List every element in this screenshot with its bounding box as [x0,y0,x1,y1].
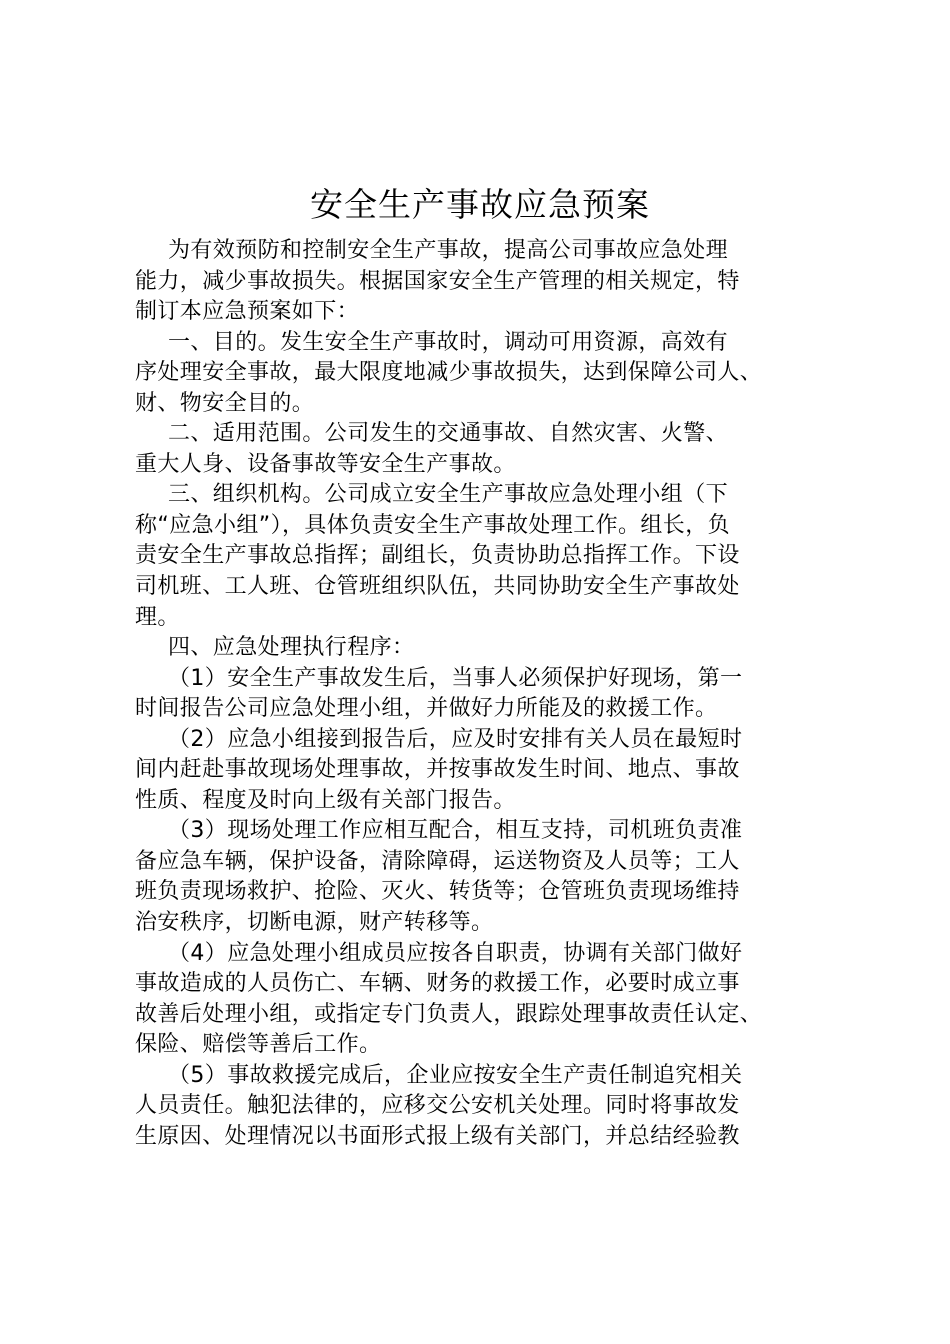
body-line: 重大人身、设备事故等安全生产事故。 [135,451,516,477]
body-line: 制订本应急预案如下： [135,299,360,325]
body-line: 备应急车辆，保护设备，清除障碍，运送物资及人员等；工人 [135,848,740,874]
body-line: 事故造成的人员伤亡、车辆、财务的救援工作，必要时成立事 [135,971,740,997]
document-title: 安全生产事故应急预案 [310,185,650,224]
body-line: 理。 [135,604,180,630]
body-line: 间内赶赴事故现场处理事故，并按事故发生时间、地点、事故 [135,757,740,783]
body-line: 司机班、工人班、仓管班组织队伍，共同协助安全生产事故处 [135,574,740,600]
body-line: 能力，减少事故损失。根据国家安全生产管理的相关规定，特 [135,268,740,294]
body-line: （2）应急小组接到报告后，应及时安排有关人员在最短时 [168,726,743,752]
body-line: 一、目的。发生安全生产事故时，调动可用资源，高效有 [168,329,729,355]
body-line: 称“应急小组”），具体负责安全生产事故处理工作。组长，负 [135,512,730,538]
body-line: 责安全生产事故总指挥；副组长，负责协助总指挥工作。下设 [135,543,740,569]
document-body [135,236,835,1152]
body-line: （4）应急处理小组成员应按各自职责，协调有关部门做好 [168,940,743,966]
body-line: 故善后处理小组，或指定专门负责人，跟踪处理事故责任认定、 [135,1001,763,1027]
body-line: 治安秩序，切断电源，财产转移等。 [135,910,494,936]
body-line: 财、物安全目的。 [135,390,315,416]
body-line: （3）现场处理工作应相互配合，相互支持，司机班负责准 [168,818,743,844]
body-line: （5）事故救援完成后，企业应按安全生产责任制追究相关 [168,1062,743,1088]
body-line: 三、组织机构。公司成立安全生产事故应急处理小组（下 [168,482,729,508]
body-line: 班负责现场救护、抢险、灭火、转货等；仓管班负责现场维持 [135,879,740,905]
body-line: 保险、赔偿等善后工作。 [135,1032,382,1058]
body-line: 人员责任。触犯法律的，应移交公安机关处理。同时将事故发 [135,1093,740,1119]
body-line: （1）安全生产事故发生后，当事人必须保护好现场，第一 [168,665,743,691]
body-line: 为有效预防和控制安全生产事故，提高公司事故应急处理 [168,238,729,263]
body-line: 四、应急处理执行程序： [168,635,415,661]
body-line: 性质、程度及时向上级有关部门报告。 [135,787,516,813]
body-line: 二、适用范围。公司发生的交通事故、自然灾害、火警、 [168,421,729,447]
body-line: 序处理安全事故，最大限度地减少事故损失，达到保障公司人、 [135,360,763,386]
body-line: 生原因、处理情况以书面形式报上级有关部门，并总结经验教 [135,1123,740,1149]
body-line: 时间报告公司应急处理小组，并做好力所能及的救援工作。 [135,696,718,722]
